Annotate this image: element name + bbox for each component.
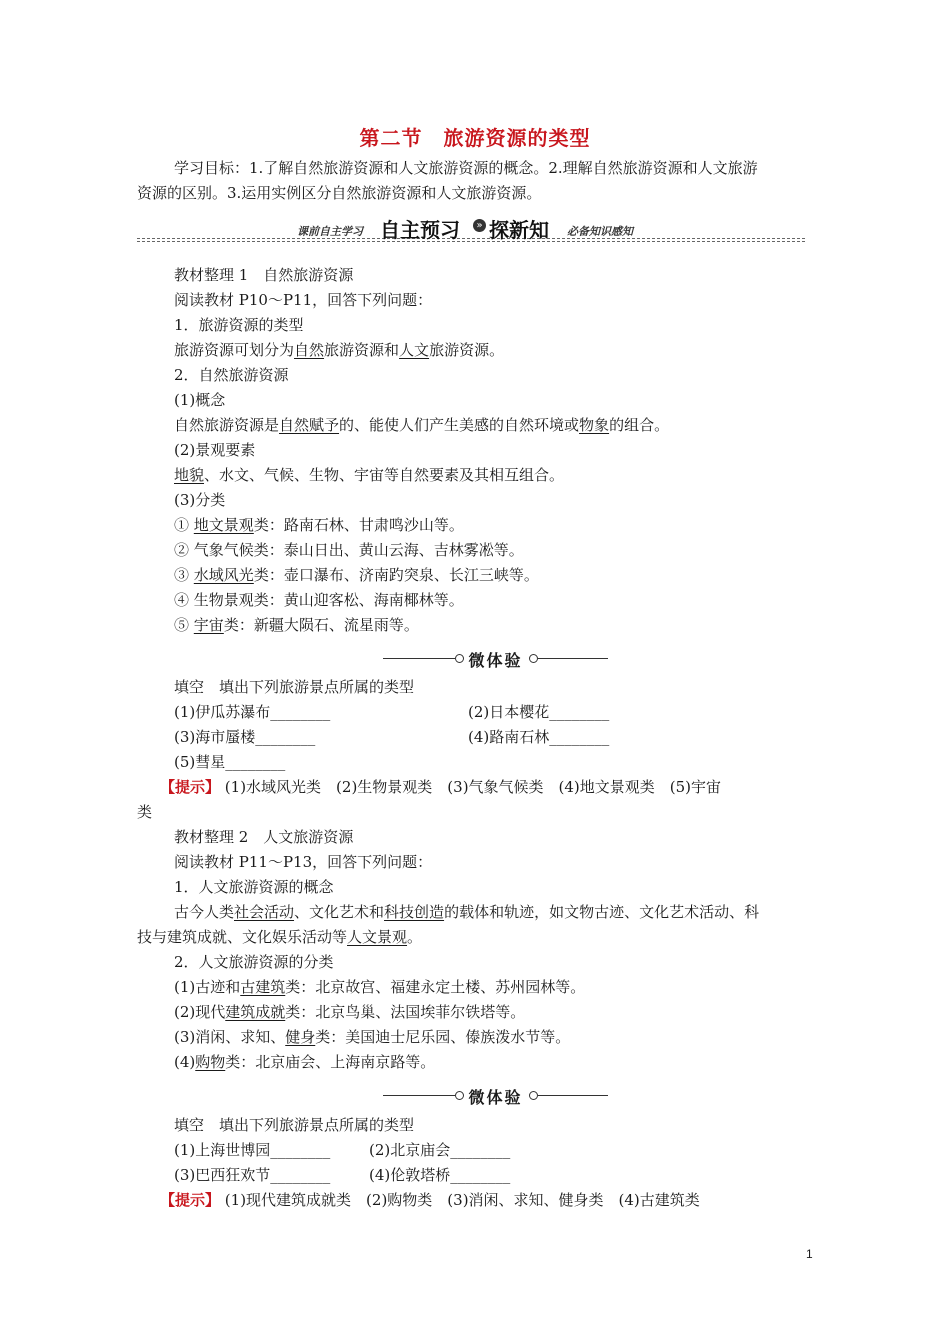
banner-left-caption: 课前自主学习 — [297, 225, 363, 238]
mini-experience-title-2: 微体验 — [468, 1088, 523, 1107]
mini-experience-title: 微体验 — [468, 651, 523, 670]
exercise2-q3: (3)巴西狂欢节________ — [174, 1166, 331, 1184]
exercise1-q2: (2)日本樱花________ — [468, 703, 610, 721]
section2-heading: 教材整理 2 人文旅游资源 — [174, 828, 354, 846]
human-category-3: (3)消闲、求知、健身类：美国迪士尼乐园、傣族泼水节等。 — [174, 1028, 571, 1046]
section-banner — [137, 214, 805, 244]
section1-sub3: (3)分类 — [174, 491, 226, 509]
banner-main-1: 自主预习 — [380, 218, 460, 242]
human-category-4: (4)购物类：北京庙会、上海南京路等。 — [174, 1053, 436, 1071]
section1-heading: 教材整理 1 自然旅游资源 — [174, 266, 354, 284]
objectives-line-2: 资源的区别。3.运用实例区分自然旅游资源和人文旅游资源。 — [137, 184, 542, 202]
exercise1-q4: (4)路南石林________ — [468, 728, 610, 746]
section1-read: 阅读教材 P10～P11，回答下列问题： — [174, 291, 433, 309]
exercise2-answer: 【提示】 (1)现代建筑成就类 (2)购物类 (3)消闲、求知、健身类 (4)古建筑类 — [160, 1191, 700, 1209]
section1-sub1: (1)概念 — [174, 391, 226, 409]
section1-h2: 2．自然旅游资源 — [174, 366, 289, 384]
exercise1-answer-cont: 类 — [137, 803, 153, 821]
section2-h2: 2．人文旅游资源的分类 — [174, 953, 334, 971]
hint-label-2: 【提示】 — [160, 1191, 221, 1209]
exercise2-prompt: 填空 填出下列旅游景点所属的类型 — [174, 1116, 415, 1134]
exercise1-answer: 【提示】 (1)水域风光类 (2)生物景观类 (3)气象气候类 (4)地文景观类 (5)宇宙 — [160, 778, 722, 796]
mini-experience-divider-1 — [383, 648, 608, 670]
category-1: ① 地文景观类：路南石林、甘肃鸣沙山等。 — [174, 516, 464, 534]
exercise2-q1: (1)上海世博园________ — [174, 1141, 331, 1159]
section2-p1-cont: 技与建筑成就、文化娱乐活动等人文景观。 — [137, 928, 423, 946]
section1-p1: 旅游资源可划分为自然旅游资源和人文旅游资源。 — [174, 341, 505, 359]
exercise1-prompt: 填空 填出下列旅游景点所属的类型 — [174, 678, 415, 696]
section1-h1: 1．旅游资源的类型 — [174, 316, 304, 334]
arrow-icon: » — [473, 219, 486, 232]
category-4: ④ 生物景观类：黄山迎客松、海南椰林等。 — [174, 591, 464, 609]
page-title: 第二节 旅游资源的类型 — [359, 126, 591, 150]
section2-p1: 古今人类社会活动、文化艺术和科技创造的载体和轨迹，如文物古迹、文化艺术活动、科 — [174, 903, 760, 921]
section1-sub2: (2)景观要素 — [174, 441, 256, 459]
section1-p2: 自然旅游资源是自然赋予的、能使人们产生美感的自然环境或物象的组合。 — [174, 416, 670, 434]
section2-h1: 1．人文旅游资源的概念 — [174, 878, 334, 896]
banner-main-2: 探新知 — [489, 218, 549, 242]
exercise2-q4: (4)伦敦塔桥________ — [369, 1166, 511, 1184]
category-2: ② 气象气候类：泰山日出、黄山云海、吉林雾凇等。 — [174, 541, 524, 559]
exercise1-q1: (1)伊瓜苏瀑布________ — [174, 703, 331, 721]
exercise1-q5: (5)彗星________ — [174, 753, 286, 771]
category-3: ③ 水域风光类：壶口瀑布、济南趵突泉、长江三峡等。 — [174, 566, 539, 584]
page-number: 1 — [806, 1247, 813, 1261]
hint-label: 【提示】 — [160, 778, 221, 796]
banner-right-caption: 必备知识感知 — [567, 225, 633, 238]
exercise2-q2: (2)北京庙会________ — [369, 1141, 511, 1159]
category-5: ⑤ 宇宙类：新疆大陨石、流星雨等。 — [174, 616, 419, 634]
section1-p3: 地貌、水文、气候、生物、宇宙等自然要素及其相互组合。 — [174, 466, 565, 484]
human-category-1: (1)古迹和古建筑类：北京故宫、福建永定土楼、苏州园林等。 — [174, 978, 586, 996]
exercise1-q3: (3)海市蜃楼________ — [174, 728, 316, 746]
mini-experience-divider-2 — [383, 1085, 608, 1107]
objectives-line-1: 学习目标：1.了解自然旅游资源和人文旅游资源的概念。2.理解自然旅游资源和人文旅游 — [174, 159, 758, 177]
section2-read: 阅读教材 P11～P13，回答下列问题： — [174, 853, 433, 871]
human-category-2: (2)现代建筑成就类：北京鸟巢、法国埃菲尔铁塔等。 — [174, 1003, 526, 1021]
